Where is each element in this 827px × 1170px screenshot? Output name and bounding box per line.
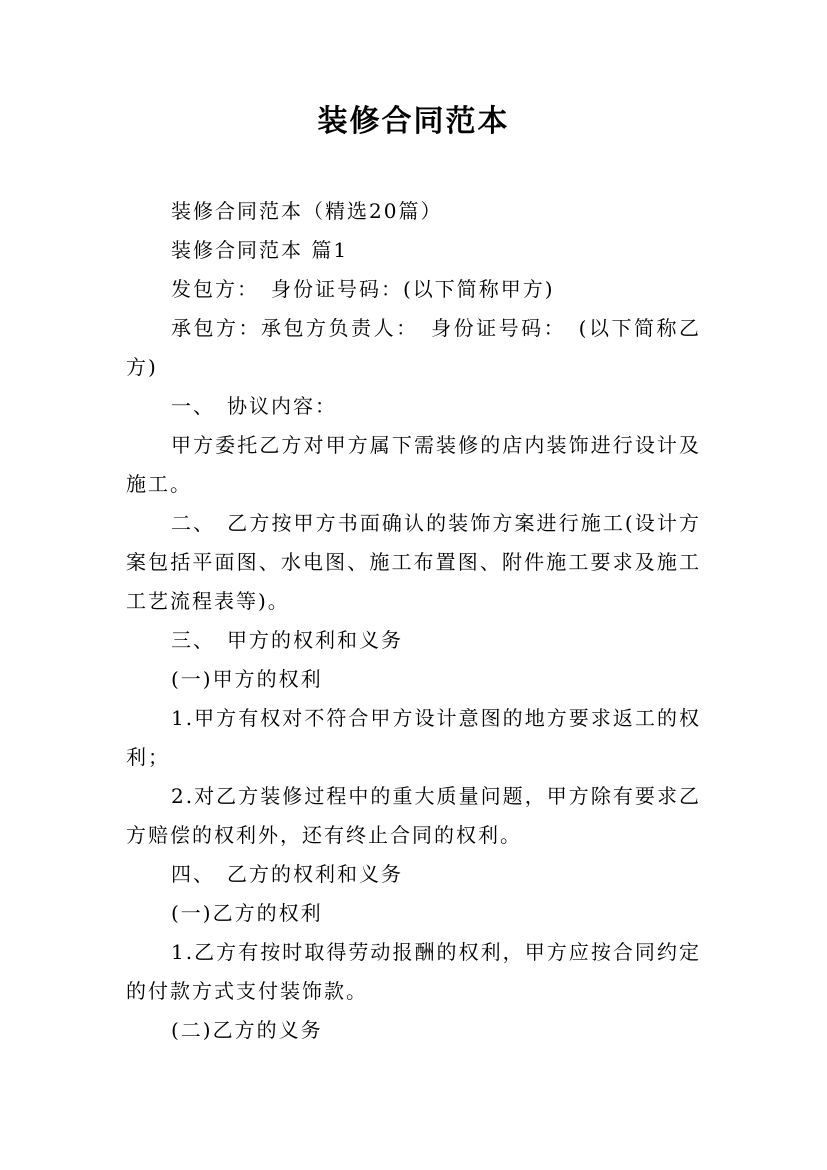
document-title: 装修合同范本 xyxy=(317,104,510,139)
paragraph-clause-4: 四、 乙方的权利和义务 xyxy=(171,862,403,886)
paragraph-clause-1-body: 甲方委托乙方对甲方属下需装修的店内装饰进行设计及施工。 xyxy=(126,433,701,496)
paragraph-clause-4-sub-2: (二)乙方的义务 xyxy=(171,1018,323,1042)
paragraph-party-b: 承包方：承包方负责人： 身份证号码： (以下简称乙方) xyxy=(126,316,701,379)
paragraph-clause-3-item-2: 2.对乙方装修过程中的重大质量问题，甲方除有要求乙方赔偿的权利外，还有终止合同的权利。 xyxy=(126,784,701,847)
paragraph-clause-3-item-1: 1.甲方有权对不符合甲方设计意图的地方要求返工的权利； xyxy=(126,706,701,769)
paragraph-clause-1: 一、 协议内容： xyxy=(171,394,337,418)
paragraph-clause-2: 二、 乙方按甲方书面确认的装饰方案进行施工(设计方案包括平面图、水电图、施工布置图、附件施工要求及施工工艺流程表等)。 xyxy=(126,511,701,613)
document-body xyxy=(126,192,701,1050)
paragraph-party-a: 发包方： 身份证号码：(以下简称甲方) xyxy=(171,277,555,301)
paragraph-clause-4-item-1: 1.乙方有按时取得劳动报酬的权利，甲方应按合同约定的付款方式支付装饰款。 xyxy=(126,940,701,1003)
paragraph-clause-3: 三、 甲方的权利和义务 xyxy=(171,628,403,652)
paragraph-clause-4-sub-1: (一)乙方的权利 xyxy=(171,901,323,925)
paragraph-section-heading: 装修合同范本 篇1 xyxy=(171,238,349,262)
paragraph-intro: 装修合同范本（精选20篇） xyxy=(171,199,443,223)
paragraph-clause-3-sub-1: (一)甲方的权利 xyxy=(171,667,323,691)
